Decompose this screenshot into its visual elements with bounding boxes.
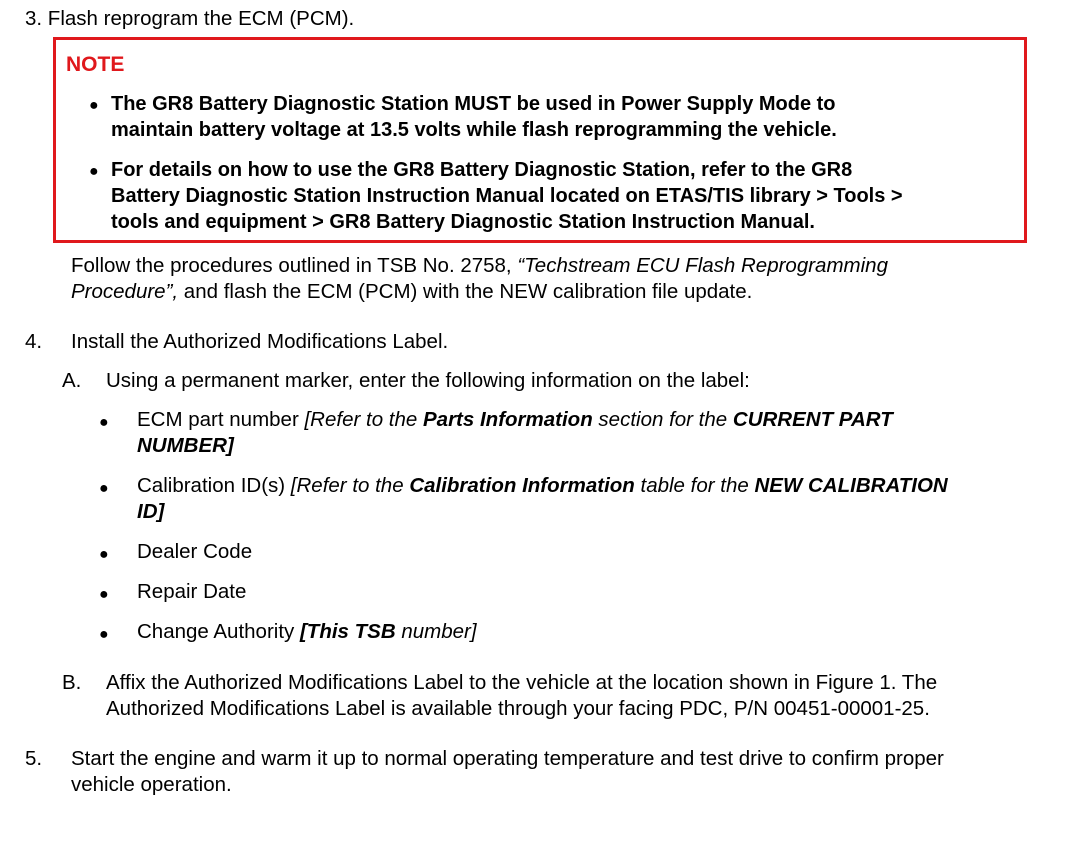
list-bullet-icon: ● xyxy=(99,414,109,431)
follow-procedure-line-1 xyxy=(71,253,888,279)
step-4b-letter: B. xyxy=(62,671,82,694)
step-5-line-2: vehicle operation. xyxy=(71,773,232,796)
note-bullet-2-line-2: Battery Diagnostic Station Instruction Manual located on ETAS/TIS library > Tools > xyxy=(111,185,903,207)
note-bullet-icon: ● xyxy=(89,97,99,114)
label-item-4: Repair Date xyxy=(137,580,247,603)
label-item-3: Dealer Code xyxy=(137,540,253,563)
item-ref-bold: NEW CALIBRATION xyxy=(754,474,948,497)
step-5-number: 5. xyxy=(25,747,43,770)
follow-text-end: and flash the ECM (PCM) with the NEW calibration file update. xyxy=(178,280,753,303)
step-4a-letter: A. xyxy=(62,369,82,392)
label-item-1-line-1 xyxy=(137,407,893,433)
list-bullet-icon: ● xyxy=(99,626,109,643)
label-item-2-line-2: ID] xyxy=(137,500,165,523)
tsb-title: “Techstream ECU Flash Reprogramming xyxy=(517,254,888,277)
list-bullet-icon: ● xyxy=(99,480,109,497)
item-ref-bold: CURRENT PART xyxy=(732,408,893,431)
note-bullet-2-line-1: For details on how to use the GR8 Battery Diagnostic Station, refer to the GR8 xyxy=(111,159,853,181)
step-4a-text: Using a permanent marker, enter the following information on the label: xyxy=(106,369,750,392)
step-4-text: Install the Authorized Modifications Label. xyxy=(71,330,449,353)
note-bullet-1-line-2: maintain battery voltage at 13.5 volts while flash reprogramming the vehicle. xyxy=(111,119,837,141)
step-4b-line-1: Affix the Authorized Modifications Label to the vehicle at the location shown in Figure 1. The xyxy=(106,671,938,694)
note-bullet-icon: ● xyxy=(89,163,99,180)
follow-text: Follow the procedures outlined in TSB No. 2758, xyxy=(71,254,518,277)
step-3-heading: 3. Flash reprogram the ECM (PCM). xyxy=(25,7,355,30)
note-title: NOTE xyxy=(66,53,125,76)
note-bullet-2-line-3: tools and equipment > GR8 Battery Diagnostic Station Instruction Manual. xyxy=(111,211,815,233)
item-ref: [Refer to the xyxy=(290,474,410,497)
item-ref: section for the xyxy=(592,408,733,431)
item-ref: [Refer to the xyxy=(304,408,423,431)
step-4b-line-2: Authorized Modifications Label is available through your facing PDC, P/N 00451-00001-25. xyxy=(106,697,930,720)
item-ref-bold: Parts Information xyxy=(423,408,593,431)
tsb-title-end: Procedure”, xyxy=(71,280,179,303)
item-ref: number] xyxy=(395,620,477,643)
step-5-line-1: Start the engine and warm it up to normal operating temperature and test drive to confirm proper xyxy=(71,747,944,770)
item-ref: table for the xyxy=(634,474,755,497)
label-item-1-line-2: NUMBER] xyxy=(137,434,234,457)
list-bullet-icon: ● xyxy=(99,586,109,603)
label-item-5 xyxy=(137,619,477,645)
step-4-number: 4. xyxy=(25,330,43,353)
item-text: ECM part number xyxy=(137,408,305,431)
item-ref-bold: Calibration Information xyxy=(409,474,635,497)
note-bullet-1-line-1: The GR8 Battery Diagnostic Station MUST be used in Power Supply Mode to xyxy=(111,93,836,115)
item-ref-bold: [This TSB xyxy=(299,620,396,643)
label-item-2-line-1 xyxy=(137,473,948,499)
follow-procedure-line-2 xyxy=(71,279,752,305)
list-bullet-icon: ● xyxy=(99,546,109,563)
item-text: Change Authority xyxy=(137,620,300,643)
item-text: Calibration ID(s) xyxy=(137,474,291,497)
